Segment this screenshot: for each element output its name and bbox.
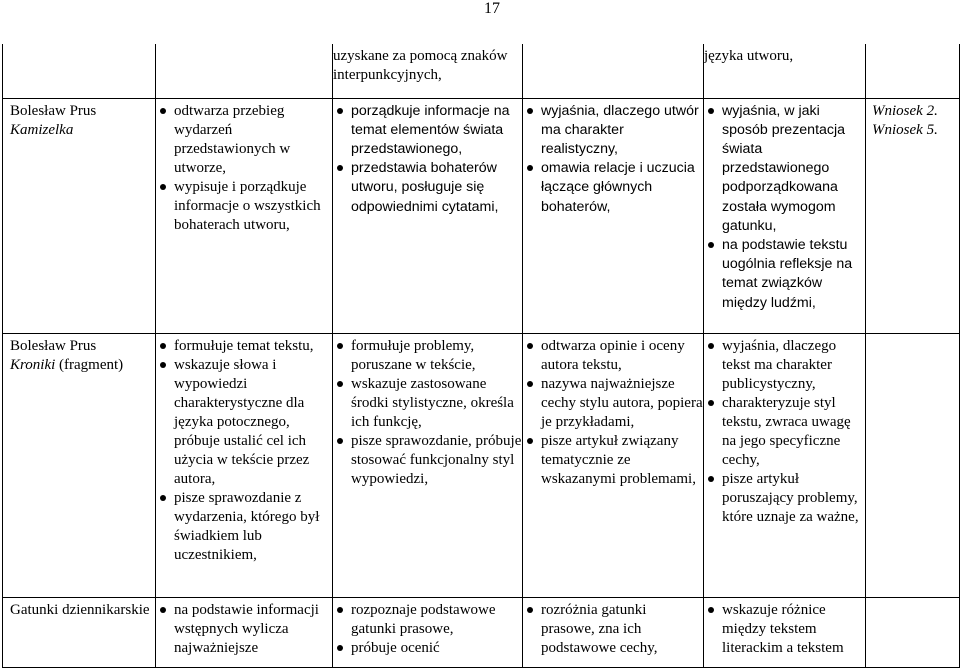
list-item: pisze artykuł poruszający problemy, które uznaje za ważne, [704,470,865,527]
list-item: przedstawia bohaterów utworu, posługuje się odpowiednimi cytatami, [333,159,522,217]
requirement-cell [704,44,866,98]
requirement-cell [156,333,333,597]
cell-text-title [3,333,156,597]
text-work-title: Kamizelka [10,121,74,138]
list-item: uzyskane za pomocą znaków interpunkcyjnych, [333,48,508,83]
requirement-list [523,337,703,489]
requirement-list [333,337,522,489]
text-author: Bolesław Prus [10,102,97,119]
list-item: charakteryzuje styl tekstu, zwraca uwagę na jego specyficzne cechy, [704,394,865,470]
requirement-cell [333,98,523,333]
list-item: na podstawie informacji wstępnych wylicza najważniejsze [156,601,332,658]
requirement-list [523,102,703,217]
list-item: omawia relacje i uczucia łączące głównych bohaterów, [523,159,703,217]
requirement-cell [156,98,333,333]
requirement-list [704,102,865,313]
conclusion-cell [866,333,960,597]
list-item: nazywa najważniejsze cechy stylu autora, popiera je przykładami, [523,375,703,432]
list-item: na podstawie tekstu uogólnia refleksje na temat związków między ludźmi, [704,236,865,313]
requirement-list [333,47,522,85]
conclusion-cell: Wniosek 2. Wniosek 5. [866,98,960,333]
page-number: 17 [484,0,500,17]
requirement-cell [333,597,523,667]
requirement-list [333,601,522,658]
list-item: wskazuje różnice między tekstem literackim a tekstem [704,601,865,658]
text-author: Bolesław Prus [10,337,97,354]
list-item: wskazuje zastosowane środki stylistyczne, określa ich funkcję, [333,375,522,432]
conclusion-cell [866,44,960,98]
requirement-list [156,337,332,565]
curriculum-table [2,44,960,668]
list-item: pisze sprawozdanie, próbuje stosować funkcjonalny styl wypowiedzi, [333,432,522,489]
list-item: odtwarza przebieg wydarzeń przedstawionych w utworze, [156,102,332,178]
cell-text-title [3,44,156,98]
requirement-cell [704,98,866,333]
list-item: porządkuje informacje na temat elementów świata przedstawionego, [333,102,522,160]
requirement-cell [523,597,704,667]
list-item: formułuje temat tekstu, [156,337,332,356]
requirement-cell [333,333,523,597]
list-item: rozróżnia gatunki prasowe, zna ich podstawowe cechy, [523,601,703,658]
list-item: języka utworu, [704,48,794,64]
list-item: wypisuje i porządkuje informacje o wszystkich bohaterach utworu, [156,178,332,235]
cell-text-title [3,98,156,333]
list-item: wyjaśnia, dlaczego utwór ma charakter realistyczny, [523,102,703,160]
requirement-list [156,601,332,658]
requirement-list [704,337,865,527]
requirement-list [333,102,522,217]
requirement-list [704,601,865,658]
requirement-cell [333,44,523,98]
table-row [3,597,960,667]
list-item: wyjaśnia, w jaki sposób prezentacja świata przedstawionego podporządkowana została wymogom gatunku, [704,102,865,236]
list-item: wskazuje słowa i wypowiedzi charakterystyczne dla języka potocznego, próbuje ustalić cel ich użycia w tekście przez autora, [156,356,332,489]
requirement-cell [704,597,866,667]
table-row [3,44,960,98]
requirement-list [704,47,865,66]
table-row [3,333,960,597]
text-author: Gatunki dziennikarskie [10,601,150,618]
cell-text-title [3,597,156,667]
requirement-cell [523,98,704,333]
requirement-cell [156,44,333,98]
list-item: odtwarza opinie i oceny autora tekstu, [523,337,703,375]
requirement-cell [523,44,704,98]
list-item: rozpoznaje podstawowe gatunki prasowe, [333,601,522,639]
conclusion-cell [866,597,960,667]
requirement-list [523,601,703,658]
requirement-cell [523,333,704,597]
text-work-title: Kroniki [10,356,56,373]
list-item: próbuje ocenić [333,639,522,658]
requirement-cell [704,333,866,597]
list-item: formułuje problemy, poruszane w tekście, [333,337,522,375]
list-item: pisze artykuł związany tematycznie ze wskazanymi problemami, [523,432,703,489]
list-item: wyjaśnia, dlaczego tekst ma charakter publicystyczny, [704,337,865,394]
table-row [3,98,960,333]
requirement-cell [156,597,333,667]
requirement-list [156,102,332,235]
list-item: pisze sprawozdanie z wydarzenia, którego był świadkiem lub uczestnikiem, [156,489,332,565]
text-work-suffix: (fragment) [55,356,124,373]
